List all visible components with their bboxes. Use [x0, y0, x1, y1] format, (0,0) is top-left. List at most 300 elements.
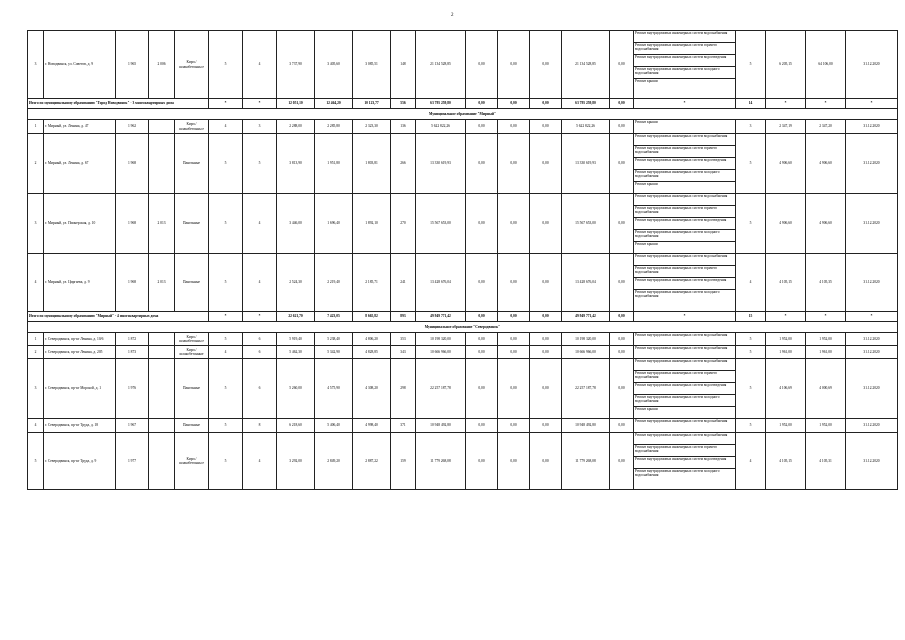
work-item: Ремонт крыши	[635, 79, 658, 83]
table-cell: 0,00	[498, 31, 530, 99]
table-cell: 0,00	[466, 312, 498, 322]
table-cell: *	[766, 312, 806, 322]
table-cell: 15	[736, 312, 766, 322]
table-cell: 0,00	[466, 346, 498, 359]
table-cell: 3	[28, 194, 44, 254]
table-cell: 4 105,15	[766, 254, 806, 312]
work-item: Ремонт внутридомовых инженерных систем холодного водоснабжения	[634, 67, 735, 79]
works-cell	[634, 31, 736, 99]
work-item: Ремонт внутридомовых инженерных систем водоснабжения	[635, 419, 728, 423]
table-cell: г. Мирный, ул. Ленина, д. 67	[44, 134, 116, 194]
table-cell: 343	[391, 346, 416, 359]
table-cell: 5 622 822,26	[562, 120, 610, 134]
table-cell: Панельные	[175, 194, 209, 254]
table-cell: 1 967	[116, 419, 149, 433]
section-header-row	[28, 322, 898, 333]
table-cell: 5	[209, 134, 243, 194]
table-cell: 31.12.2020	[846, 254, 898, 312]
table-cell: 31.12.2020	[846, 31, 898, 99]
table-cell: 4 906,60	[806, 194, 846, 254]
table-cell: 2 347,20	[806, 120, 846, 134]
work-item: Ремонт внутридомовых инженерных систем горячего водоснабжения	[634, 266, 735, 278]
table-cell: 4	[28, 254, 44, 312]
table-cell	[149, 120, 175, 134]
table-cell: 11 779 268,08	[562, 433, 610, 490]
works-cell	[634, 312, 736, 322]
table-cell: 3 085,51	[353, 31, 391, 99]
table-cell: 5 342,90	[315, 346, 353, 359]
table-cell: 31.12.2020	[846, 433, 898, 490]
table-cell: *	[806, 312, 846, 322]
table-cell: 4 308,20	[353, 359, 391, 419]
table-cell: 0,00	[498, 120, 530, 134]
table-cell: 10 123,77	[353, 99, 391, 109]
work-item: Ремонт внутридомовых инженерных систем водоотведения	[634, 457, 735, 469]
table-cell: г. Мирный, ул. Ленина, д. 47	[44, 120, 116, 134]
table-cell: 5	[209, 194, 243, 254]
table-cell	[149, 433, 175, 490]
table-cell: 12 051,10	[277, 99, 315, 109]
table-row	[28, 134, 898, 194]
table-cell: *	[243, 312, 277, 322]
table-cell: 4 106,69	[766, 359, 806, 419]
table-cell: Кирп./ шлакобетонны е	[175, 31, 209, 99]
table-cell: 4	[243, 254, 277, 312]
table-cell: 5 406,40	[315, 419, 353, 433]
works-cell	[634, 433, 736, 490]
table-cell: 1 965	[116, 31, 149, 99]
works-cell	[634, 254, 736, 312]
table-cell: 0,00	[610, 99, 634, 109]
table-cell: 0,00	[466, 359, 498, 419]
table-cell: 0,00	[530, 134, 562, 194]
table-cell: 6	[243, 333, 277, 346]
table-cell: 0,00	[498, 194, 530, 254]
table-cell: 0,00	[466, 254, 498, 312]
table-cell: 1 872	[116, 333, 149, 346]
table-cell: 5 260,00	[277, 359, 315, 419]
table-cell: Панельные	[175, 254, 209, 312]
table-cell: 0,00	[466, 31, 498, 99]
section-header-row	[28, 109, 898, 120]
table-cell: 0,00	[530, 120, 562, 134]
table-cell: 15 567 653,00	[416, 194, 466, 254]
table-cell: 5	[209, 333, 243, 346]
table-cell: 5	[736, 333, 766, 346]
table-cell: Панельные	[175, 419, 209, 433]
work-item: *	[683, 101, 686, 106]
table-cell: 353	[391, 333, 416, 346]
table-cell: Итого по муниципальному образованию "Город Новодвинск" - 3 многоквартирных дома	[28, 99, 209, 109]
table-cell: *	[209, 99, 243, 109]
table-cell: 2 219,40	[315, 254, 353, 312]
table-cell: 2 524,30	[277, 254, 315, 312]
table-cell: 3 813,90	[277, 134, 315, 194]
table-cell: 1 873	[116, 346, 149, 359]
table-cell: 1 696,40	[315, 194, 353, 254]
table-cell: 2 347,19	[766, 120, 806, 134]
table-cell: 10 948 492,80	[562, 419, 610, 433]
table-cell: 2 285,80	[315, 120, 353, 134]
work-item: Ремонт внутридомовых инженерных систем водоснабжения	[634, 359, 735, 371]
work-item: Ремонт внутридомовых инженерных систем горячего водоснабжения	[634, 445, 735, 457]
table-cell: Итого по муниципальному образованию "Мирный" - 4 многоквартирных дома	[28, 312, 209, 322]
work-item: Ремонт внутридомовых инженерных систем водоснабжения	[635, 333, 728, 337]
works-cell	[634, 120, 736, 134]
work-item: Ремонт внутридомовых инженерных систем холодного водоснабжения	[635, 290, 720, 299]
table-cell: г. Новодвинск, ул. Советов, д. 9	[44, 31, 116, 99]
table-cell: 3	[28, 31, 44, 99]
table-cell: 0,00	[498, 346, 530, 359]
table-cell: 0,00	[610, 346, 634, 359]
table-cell: 3 405,60	[315, 31, 353, 99]
table-cell: 0,00	[466, 194, 498, 254]
table-cell: 0,00	[530, 419, 562, 433]
table-cell: Муниципальное образование "Мирный"	[28, 109, 898, 120]
table-cell: Кирп./ шлакобетонны е	[175, 433, 209, 490]
table-cell: 0,00	[530, 359, 562, 419]
table-cell: 4 828,85	[353, 346, 391, 359]
table-cell: 8 665,82	[353, 312, 391, 322]
table-cell: 298	[391, 359, 416, 419]
table-cell: Кирп./ шлакобетонны е	[175, 120, 209, 134]
table-cell: 0,00	[530, 254, 562, 312]
table-cell: 0,00	[466, 99, 498, 109]
table-cell: 0,00	[610, 359, 634, 419]
table-cell: 4	[243, 194, 277, 254]
table-row	[28, 120, 898, 134]
work-item: Ремонт внутридомовых инженерных систем горячего водоснабжения	[634, 43, 735, 55]
table-cell: 13 428 676,04	[416, 254, 466, 312]
table-cell: 31.12.2020	[846, 120, 898, 134]
table-cell: 1 952,00	[766, 419, 806, 433]
table-cell: 893	[391, 312, 416, 322]
table-cell: 3	[736, 120, 766, 134]
works-cell	[634, 359, 736, 419]
table-row	[28, 333, 898, 346]
table-cell: 0,00	[530, 312, 562, 322]
table-cell: г. Северодвинск, пр-кт Труда, д. 9	[44, 433, 116, 490]
table-cell: 4 998,40	[353, 419, 391, 433]
work-item: Ремонт внутридомовых инженерных систем водоснабжения	[634, 31, 735, 43]
work-item: Ремонт внутридомовых инженерных систем холодного водоснабжения	[634, 170, 735, 182]
table-cell: Муниципальное образование "Северодвинск"	[28, 322, 898, 333]
table-cell: 136	[391, 120, 416, 134]
table-cell: 6	[243, 359, 277, 419]
table-cell: 22 257 187,78	[562, 359, 610, 419]
work-item: Ремонт внутридомовых инженерных систем холодного водоснабжения	[634, 395, 735, 407]
table-cell: 31.12.2020	[846, 333, 898, 346]
table-cell: 0,00	[530, 333, 562, 346]
table-cell: 64 106,00	[806, 31, 846, 99]
table-cell: 5	[736, 419, 766, 433]
table-cell: 1	[28, 120, 44, 134]
work-item: Ремонт внутридомовых инженерных систем холодного водоснабжения	[635, 469, 720, 478]
table-cell: 5 462,30	[277, 346, 315, 359]
table-cell: 10 198 320,00	[416, 333, 466, 346]
table-row	[28, 346, 898, 359]
table-cell: 10 948 492,80	[416, 419, 466, 433]
work-item: *	[683, 314, 686, 319]
table-cell: 6	[243, 346, 277, 359]
table-cell	[149, 333, 175, 346]
table-cell: 0,00	[466, 134, 498, 194]
table-cell: 0,00	[466, 120, 498, 134]
table-cell: 0,00	[610, 419, 634, 433]
table-cell: г. Северодвинск, пр-кт Ленина, д. 205	[44, 346, 116, 359]
table-cell: 0,00	[610, 312, 634, 322]
table-cell: 31.12.2020	[846, 359, 898, 419]
table-cell: 3 446,00	[277, 194, 315, 254]
table-cell: 3 737,90	[277, 31, 315, 99]
table-cell: *	[846, 312, 898, 322]
table-cell: 5	[736, 346, 766, 359]
table-cell: 15 567 653,00	[562, 194, 610, 254]
table-cell: 63 795 259,80	[562, 99, 610, 109]
table-cell: 6 205,15	[766, 31, 806, 99]
table-cell: 1 968	[116, 254, 149, 312]
table-cell: 4 105,15	[766, 433, 806, 490]
table-cell: 13 330 619,93	[416, 134, 466, 194]
table-cell: 4 575,90	[315, 359, 353, 419]
table-cell: 1 976	[116, 359, 149, 419]
table-cell: 4	[736, 254, 766, 312]
table-cell: 0,00	[610, 120, 634, 134]
table-cell: 0,00	[498, 312, 530, 322]
table-cell: 31.12.2020	[846, 419, 898, 433]
table-cell: 22 257 187,78	[416, 359, 466, 419]
table-row	[28, 433, 898, 490]
table-cell: 0,00	[498, 359, 530, 419]
table-cell: 148	[391, 31, 416, 99]
table-cell: 21 134 528,85	[562, 31, 610, 99]
table-row	[28, 194, 898, 254]
table-cell: 49 949 771,42	[416, 312, 466, 322]
table-cell: 13 330 619,93	[562, 134, 610, 194]
table-cell: 0,00	[530, 99, 562, 109]
table-cell: 0,00	[610, 333, 634, 346]
table-cell: 266	[391, 134, 416, 194]
table-cell: 0,00	[498, 254, 530, 312]
table-cell: 10 666 966,00	[416, 346, 466, 359]
page-number: 2	[451, 13, 454, 18]
work-item: Ремонт внутридомовых инженерных систем горячего водоснабжения	[634, 371, 735, 383]
total-row	[28, 99, 898, 109]
table-cell: 371	[391, 419, 416, 433]
table-cell: 5	[243, 134, 277, 194]
table-cell: *	[209, 312, 243, 322]
table-cell: 4 806,20	[353, 333, 391, 346]
table-cell: 0,00	[610, 31, 634, 99]
table-cell: 1 977	[116, 433, 149, 490]
table-cell: 0,00	[610, 254, 634, 312]
table-cell: 3 292,00	[277, 433, 315, 490]
work-item: Ремонт внутридомовых инженерных систем водоснабжения	[635, 346, 728, 350]
table-cell: 1 961,00	[766, 346, 806, 359]
repair-program-table	[27, 30, 898, 490]
table-cell: 4 906,60	[766, 194, 806, 254]
table-cell: 4	[209, 346, 243, 359]
table-cell: 49 949 771,42	[562, 312, 610, 322]
table-cell: 5	[209, 31, 243, 99]
table-cell: 11 779 268,08	[416, 433, 466, 490]
work-item: Ремонт крыши	[635, 120, 658, 124]
table-row	[28, 419, 898, 433]
table-cell: 5	[209, 419, 243, 433]
work-item: Ремонт внутридомовых инженерных систем водоотведения	[634, 383, 735, 395]
table-cell: г. Мирный, ул. Пионерская, д. 10	[44, 194, 116, 254]
table-cell: 5	[736, 194, 766, 254]
works-cell	[634, 134, 736, 194]
table-cell: 6 218,60	[277, 419, 315, 433]
table-cell: г. Северодвинск, пр-кт Морской, д. 1	[44, 359, 116, 419]
table-row	[28, 31, 898, 99]
table-cell: 1 952,00	[766, 333, 806, 346]
table-cell: 1 961,00	[806, 346, 846, 359]
table-cell: 5 238,40	[315, 333, 353, 346]
total-row	[28, 312, 898, 322]
table-cell: 4 906,60	[806, 134, 846, 194]
table-cell: 0,00	[530, 346, 562, 359]
table-cell: 8	[243, 419, 277, 433]
table-cell: 2 887,22	[353, 433, 391, 490]
table-cell: 1 951,80	[315, 134, 353, 194]
table-cell: 2	[28, 346, 44, 359]
table-cell: 4	[209, 120, 243, 134]
table-cell: г. Мирный, ул. Циргаева, д. 9	[44, 254, 116, 312]
table-cell: 4 105,35	[806, 254, 846, 312]
table-cell: *	[806, 99, 846, 109]
table-cell	[149, 134, 175, 194]
table-cell: 1 952,00	[806, 333, 846, 346]
table-cell: 4 906,60	[766, 134, 806, 194]
table-cell: 270	[391, 194, 416, 254]
table-cell: 0,00	[530, 194, 562, 254]
table-cell: 2 288,00	[277, 120, 315, 134]
table-cell: 1 962	[116, 120, 149, 134]
work-item: Ремонт крыши	[635, 242, 658, 246]
works-cell	[634, 346, 736, 359]
work-item: Ремонт внутридомовых инженерных систем водоснабжения	[634, 194, 735, 206]
table-cell: 2 185,71	[353, 254, 391, 312]
work-item: Ремонт внутридомовых инженерных систем водоотведения	[634, 158, 735, 170]
table-cell: 0,00	[498, 134, 530, 194]
table-cell: 1	[28, 333, 44, 346]
table-cell: Панельные	[175, 134, 209, 194]
table-cell: 3	[243, 120, 277, 134]
table-cell: 0,00	[498, 419, 530, 433]
table-cell: 31.12.2020	[846, 134, 898, 194]
table-cell: 0,00	[610, 433, 634, 490]
table-cell: 13 428 676,04	[562, 254, 610, 312]
table-cell: 10 666 966,00	[562, 346, 610, 359]
table-cell: 0,00	[530, 433, 562, 490]
table-cell	[149, 359, 175, 419]
table-cell: 4	[736, 433, 766, 490]
table-cell: 5	[209, 254, 243, 312]
table-cell: 22 621,70	[277, 312, 315, 322]
table-cell	[149, 346, 175, 359]
table-cell: 0,00	[610, 134, 634, 194]
table-cell: 5	[209, 433, 243, 490]
table-cell: 0,00	[498, 333, 530, 346]
work-item: Ремонт крыши	[635, 182, 658, 186]
table-cell: 556	[391, 99, 416, 109]
table-cell: 1 968	[116, 194, 149, 254]
table-cell: 2 849,20	[315, 433, 353, 490]
table-cell: 2 006	[149, 31, 175, 99]
work-item: Ремонт внутридомовых инженерных систем водоотведения	[634, 55, 735, 67]
table-cell: 1 952,00	[806, 419, 846, 433]
table-cell: Кирп./ шлакобетонны е	[175, 333, 209, 346]
table-cell: *	[243, 99, 277, 109]
work-item: Ремонт внутридомовых инженерных систем горячего водоснабжения	[634, 206, 735, 218]
table-cell: 5	[736, 134, 766, 194]
work-item: Ремонт внутридомовых инженерных систем холодного водоснабжения	[634, 230, 735, 242]
table-cell: *	[846, 99, 898, 109]
work-item: Ремонт внутридомовых инженерных систем горячего водоснабжения	[634, 146, 735, 158]
table-cell: 241	[391, 254, 416, 312]
table-cell: 5	[736, 359, 766, 419]
table-cell: 31.12.2020	[846, 194, 898, 254]
table-cell: 2 013	[149, 254, 175, 312]
table-cell: 0,00	[498, 433, 530, 490]
table-cell: 0,00	[610, 194, 634, 254]
works-cell	[634, 99, 736, 109]
table-cell: 0,00	[466, 333, 498, 346]
work-item: Ремонт внутридомовых инженерных систем водоснабжения	[634, 433, 735, 445]
table-cell: 5 919,40	[277, 333, 315, 346]
table-cell: 0,00	[466, 419, 498, 433]
work-item: Ремонт внутридомовых инженерных систем водоснабжения	[634, 254, 735, 266]
table-row	[28, 359, 898, 419]
table-cell: 10 198 320,00	[562, 333, 610, 346]
table-cell: 1 968	[116, 134, 149, 194]
table-cell: 14	[736, 99, 766, 109]
table-cell: 63 795 259,80	[416, 99, 466, 109]
work-item: Ремонт крыши	[635, 407, 658, 411]
table-cell: 2 013	[149, 194, 175, 254]
table-cell: 4 000,69	[806, 359, 846, 419]
table-cell: 0,00	[530, 31, 562, 99]
table-cell: 21 134 528,85	[416, 31, 466, 99]
table-cell: 7 423,05	[315, 312, 353, 322]
table-cell: 31.12.2020	[846, 346, 898, 359]
table-cell: 4	[243, 433, 277, 490]
works-cell	[634, 333, 736, 346]
table-row	[28, 254, 898, 312]
table-cell: 5	[736, 31, 766, 99]
table-cell: 12 464,20	[315, 99, 353, 109]
works-cell	[634, 194, 736, 254]
table-cell: 0,00	[498, 99, 530, 109]
table-cell: г. Северодвинск, пр-кт Ленина, д. 10/6	[44, 333, 116, 346]
table-cell	[149, 419, 175, 433]
table-cell: 1 892,10	[353, 194, 391, 254]
table-cell: 4	[28, 419, 44, 433]
table-cell: 2	[28, 134, 44, 194]
table-cell: 4	[243, 31, 277, 99]
work-item: Ремонт внутридомовых инженерных систем водоотведения	[634, 278, 735, 290]
table-cell: 159	[391, 433, 416, 490]
table-cell: 4 105,31	[806, 433, 846, 490]
table-cell: Панельные	[175, 359, 209, 419]
works-cell	[634, 419, 736, 433]
table-cell: 2 323,30	[353, 120, 391, 134]
table-cell: Кирп./ шлакобетонные	[175, 346, 209, 359]
work-item: Ремонт внутридомовых инженерных систем водоснабжения	[634, 134, 735, 146]
table-cell: *	[766, 99, 806, 109]
